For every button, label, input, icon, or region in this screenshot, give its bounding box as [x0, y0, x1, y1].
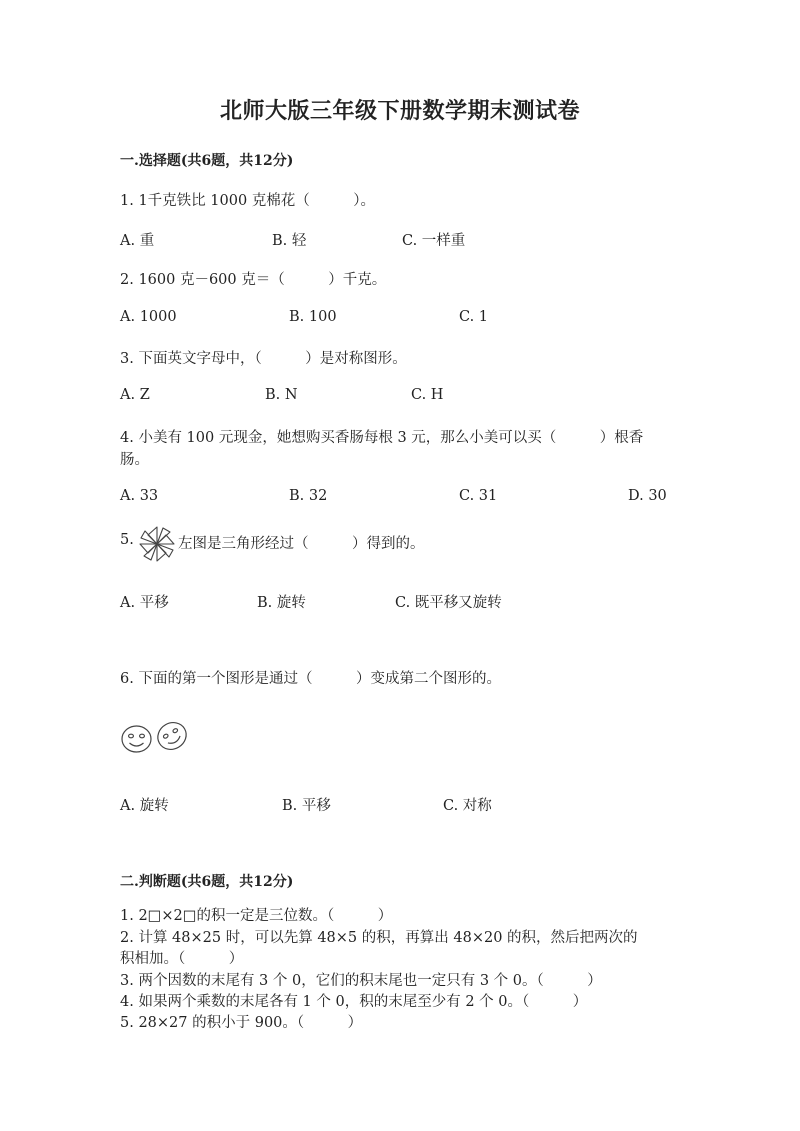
- q3-option-b: B. N: [265, 387, 298, 403]
- question-2-stem: 2. 1600 克－600 克＝（ ）千克。: [120, 272, 387, 288]
- q1-option-b: B. 轻: [272, 233, 307, 249]
- judge-item-1: 1. 2□×2□的积一定是三位数。（ ）: [120, 908, 393, 924]
- q5-option-c: C. 既平移又旋转: [395, 595, 502, 611]
- q2-option-c: C. 1: [459, 309, 489, 325]
- rotated-smiley-face-icon: [155, 719, 189, 753]
- question-4-stem-line1: 4. 小美有 100 元现金，她想购买香肠每根 3 元，那么小美可以买（ ）根香: [120, 430, 644, 446]
- q1-option-a: A. 重: [120, 233, 155, 249]
- question-1-stem: 1. 1千克铁比 1000 克棉花（ ）。: [120, 193, 376, 209]
- question-5-number: 5.: [120, 532, 134, 548]
- q5-option-a: A. 平移: [120, 595, 169, 611]
- section-heading-judgement: 二.判断题(共6题，共12分): [120, 874, 294, 890]
- q2-option-b: B. 100: [289, 309, 337, 325]
- q1-option-c: C. 一样重: [402, 233, 466, 249]
- q4-option-a: A. 33: [120, 488, 159, 504]
- q2-option-a: A. 1000: [120, 309, 177, 325]
- question-3-stem: 3. 下面英文字母中，（ ）是对称图形。: [120, 351, 407, 367]
- question-6-stem: 6. 下面的第一个图形是通过（ ）变成第二个图形的。: [120, 671, 501, 687]
- q6-option-b: B. 平移: [282, 798, 331, 814]
- section-heading-choice: 一.选择题(共6题，共12分): [120, 153, 294, 169]
- q4-option-c: C. 31: [459, 488, 498, 504]
- judge-item-4: 4. 如果两个乘数的末尾各有 1 个 0，积的末尾至少有 2 个 0。（ ）: [120, 994, 588, 1010]
- judge-item-3: 3. 两个因数的末尾有 3 个 0，它们的积末尾也一定只有 3 个 0。（ ）: [120, 973, 602, 989]
- question-5-stem: 左图是三角形经过（ ）得到的。: [178, 536, 425, 552]
- q5-option-b: B. 旋转: [257, 595, 306, 611]
- q4-option-d: D. 30: [628, 488, 667, 504]
- judge-item-2-line2: 积相加。（ ）: [120, 951, 244, 967]
- judge-item-2-line1: 2. 计算 48×25 时，可以先算 48×5 的积，再算出 48×20 的积，然后把两次的: [120, 930, 638, 946]
- q3-option-a: A. Z: [120, 387, 150, 403]
- smiley-face-icon: [120, 724, 153, 754]
- q4-option-b: B. 32: [289, 488, 328, 504]
- judge-item-5: 5. 28×27 的积小于 900。（ ）: [120, 1015, 363, 1031]
- q6-option-a: A. 旋转: [120, 798, 169, 814]
- pinwheel-icon: [137, 524, 177, 564]
- page-title: 北师大版三年级下册数学期末测试卷: [219, 98, 580, 124]
- q3-option-c: C. H: [411, 387, 444, 403]
- q6-option-c: C. 对称: [443, 798, 492, 814]
- question-4-stem-line2: 肠。: [120, 452, 149, 468]
